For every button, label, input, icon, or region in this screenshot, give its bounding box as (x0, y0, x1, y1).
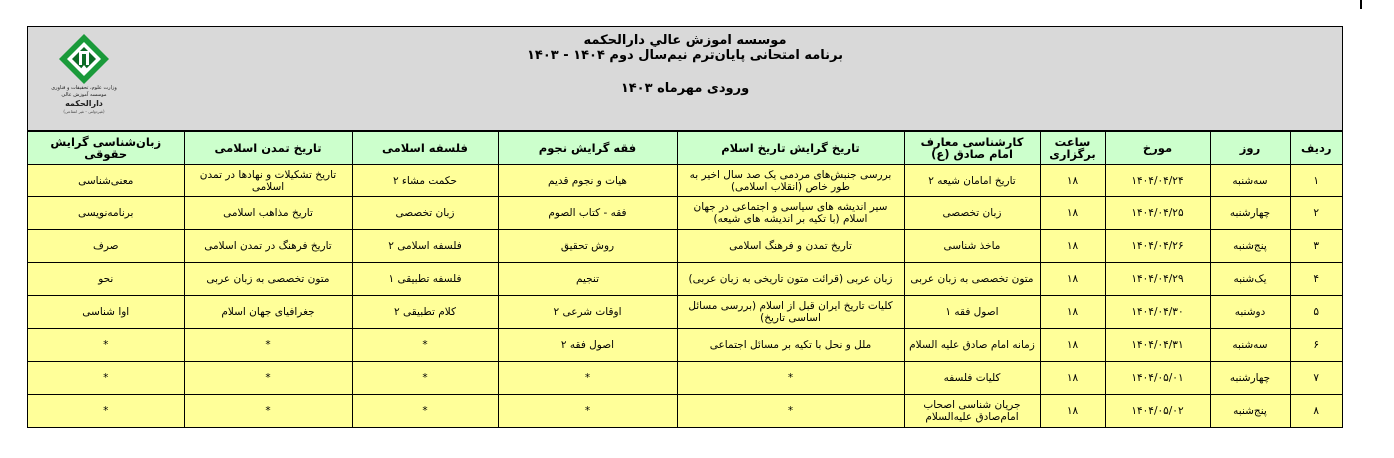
cell-islamic-philosophy: کلام تطبیقی ۲ (352, 296, 498, 329)
cell-row-number: ۸ (1290, 395, 1342, 428)
cell-row-number: ۲ (1290, 197, 1342, 230)
cell-astronomy-jurisprudence: فقه - کتاب الصوم (498, 197, 677, 230)
cell-imam-sadiq-studies: زبان تخصصی (904, 197, 1040, 230)
cell-date: ۱۴۰۴/۰۴/۲۹ (1105, 263, 1210, 296)
column-header-islamic-history: تاریخ گرایش تاریخ اسلام (677, 132, 904, 165)
table-row (28, 165, 1342, 197)
cell-islamic-philosophy: زبان تخصصی (352, 197, 498, 230)
cell-astronomy-jurisprudence: روش تحقیق (498, 230, 677, 263)
cell-islamic-history: کلیات تاریخ ایران قبل از اسلام (بررسی مسائل اساسی تاریخ) (677, 296, 904, 329)
cell-date: ۱۴۰۴/۰۴/۲۶ (1105, 230, 1210, 263)
cell-islamic-history: * (677, 362, 904, 395)
cell-time: ۱۸ (1040, 395, 1105, 428)
cell-islamic-history: زبان عربی (قرائت متون تاریخی به زبان عربی) (677, 263, 904, 296)
cell-imam-sadiq-studies: کلیات فلسفه (904, 362, 1040, 395)
cell-imam-sadiq-studies: جریان شناسی اصحاب امام‌صادق علیه‌السلام (904, 395, 1040, 428)
cell-time: ۱۸ (1040, 329, 1105, 362)
cell-time: ۱۸ (1040, 197, 1105, 230)
cell-day: پنج‌شنبه (1210, 230, 1290, 263)
cell-astronomy-jurisprudence: اصول فقه ۲ (498, 329, 677, 362)
column-header-islamic-civilization: تاریخ تمدن اسلامی (184, 132, 352, 165)
exam-schedule-sheet (27, 26, 1343, 428)
cell-legal-linguistics: * (28, 329, 184, 362)
cell-row-number: ۳ (1290, 230, 1342, 263)
cell-time: ۱۸ (1040, 230, 1105, 263)
cell-date: ۱۴۰۴/۰۴/۳۱ (1105, 329, 1210, 362)
cell-islamic-philosophy: * (352, 362, 498, 395)
cell-day: دوشنبه (1210, 296, 1290, 329)
logo-name-text: دارالحکمه (65, 99, 103, 108)
cell-astronomy-jurisprudence: * (498, 362, 677, 395)
cell-islamic-history: * (677, 395, 904, 428)
cell-legal-linguistics: * (28, 362, 184, 395)
cell-imam-sadiq-studies: ماخذ شناسی (904, 230, 1040, 263)
table-row (28, 329, 1342, 362)
column-header-time: ساعت برگزاری (1040, 132, 1105, 165)
table-row (28, 263, 1342, 296)
cell-imam-sadiq-studies: زمانه امام صادق علیه السلام (904, 329, 1040, 362)
logo-ministry-text: وزارت علوم، تحقیقات و فناوری (51, 85, 117, 91)
cell-date: ۱۴۰۴/۰۵/۰۲ (1105, 395, 1210, 428)
column-header-imam-sadiq-studies: کارشناسی معارف امام صادق (ع) (904, 132, 1040, 165)
table-body (28, 165, 1342, 428)
cell-date: ۱۴۰۴/۰۴/۳۰ (1105, 296, 1210, 329)
institute-logo (44, 33, 124, 115)
column-header-islamic-philosophy: فلسفه اسلامی (352, 132, 498, 165)
cell-islamic-history: سیر اندیشه های سیاسی و اجتماعی در جهان اسلام (با تکیه بر اندیشه های شیعه) (677, 197, 904, 230)
column-header-day: روز (1210, 132, 1290, 165)
cohort-title: ورودی مهرماه ۱۴۰۳ (620, 81, 750, 96)
cell-legal-linguistics: نحو (28, 263, 184, 296)
institute-title: موسسه اموزش عالي دارالحکمه (583, 33, 787, 48)
column-header-legal-linguistics: زبان‌شناسی گرایش حقوقی (28, 132, 184, 165)
header-row (28, 132, 1342, 165)
cell-row-number: ۵ (1290, 296, 1342, 329)
table-row (28, 362, 1342, 395)
table-row (28, 395, 1342, 428)
cell-legal-linguistics: صرف (28, 230, 184, 263)
cell-islamic-history: ملل و نحل با تکیه بر مسائل اجتماعی (677, 329, 904, 362)
column-header-date: مورخ (1105, 132, 1210, 165)
header-titles (28, 33, 1342, 96)
cell-astronomy-jurisprudence: تنجیم (498, 263, 677, 296)
schedule-table (28, 131, 1342, 427)
cell-row-number: ۴ (1290, 263, 1342, 296)
cell-day: چهارشنبه (1210, 197, 1290, 230)
cell-time: ۱۸ (1040, 296, 1105, 329)
cell-islamic-civilization: متون تخصصی به زبان عربی (184, 263, 352, 296)
cell-row-number: ۶ (1290, 329, 1342, 362)
cell-legal-linguistics: اوا شناسی (28, 296, 184, 329)
table-row (28, 230, 1342, 263)
cell-islamic-history: تاریخ تمدن و فرهنگ اسلامی (677, 230, 904, 263)
cell-islamic-philosophy: * (352, 329, 498, 362)
column-header-astronomy-jurisprudence: فقه گرایش نجوم (498, 132, 677, 165)
cell-legal-linguistics: * (28, 395, 184, 428)
cell-islamic-civilization: تاریخ فرهنگ در تمدن اسلامی (184, 230, 352, 263)
program-title: برنامه امتحانی پایان‌ترم نیم‌سال دوم ۱۴۰۴ - ۱۴۰۳ (526, 48, 844, 63)
cell-islamic-civilization: جغرافیای جهان اسلام (184, 296, 352, 329)
cell-islamic-philosophy: فلسفه تطبیقی ۱ (352, 263, 498, 296)
cell-row-number: ۷ (1290, 362, 1342, 395)
cell-day: چهارشنبه (1210, 362, 1290, 395)
cell-islamic-philosophy: * (352, 395, 498, 428)
logo-type-text: (غیردولتی - غیر انتفاعی) (63, 109, 105, 114)
cell-islamic-civilization: تاریخ مذاهب اسلامی (184, 197, 352, 230)
cell-day: سه‌شنبه (1210, 329, 1290, 362)
cell-imam-sadiq-studies: اصول فقه ۱ (904, 296, 1040, 329)
table-header (28, 132, 1342, 165)
cell-islamic-philosophy: حکمت مشاء ۲ (352, 165, 498, 197)
cell-day: پنج‌شنبه (1210, 395, 1290, 428)
cell-islamic-civilization: تاریخ تشکیلات و نهادها در تمدن اسلامی (184, 165, 352, 197)
cell-imam-sadiq-studies: تاریخ امامان شیعه ۲ (904, 165, 1040, 197)
table-row (28, 197, 1342, 230)
table-row (28, 296, 1342, 329)
institute-emblem-icon (58, 33, 110, 85)
cell-time: ۱۸ (1040, 165, 1105, 197)
cell-astronomy-jurisprudence: اوقات شرعی ۲ (498, 296, 677, 329)
cell-astronomy-jurisprudence: هیات و نجوم قدیم (498, 165, 677, 197)
cell-row-number: ۱ (1290, 165, 1342, 197)
cell-legal-linguistics: برنامه‌نویسی (28, 197, 184, 230)
cell-islamic-civilization: * (184, 395, 352, 428)
cell-date: ۱۴۰۴/۰۴/۲۴ (1105, 165, 1210, 197)
cell-date: ۱۴۰۴/۰۵/۰۱ (1105, 362, 1210, 395)
cell-islamic-philosophy: فلسفه اسلامی ۲ (352, 230, 498, 263)
cell-day: یک‌شنبه (1210, 263, 1290, 296)
page-edge-mark (1360, 0, 1362, 9)
cell-astronomy-jurisprudence: * (498, 395, 677, 428)
cell-islamic-civilization: * (184, 362, 352, 395)
cell-islamic-history: بررسی جنبش‌های مردمی یک صد سال اخیر به طور خاص (انقلاب اسلامی) (677, 165, 904, 197)
cell-legal-linguistics: معنی‌شناسی (28, 165, 184, 197)
cell-time: ۱۸ (1040, 362, 1105, 395)
cell-islamic-civilization: * (184, 329, 352, 362)
cell-date: ۱۴۰۴/۰۴/۲۵ (1105, 197, 1210, 230)
schedule-header (28, 27, 1342, 131)
cell-time: ۱۸ (1040, 263, 1105, 296)
cell-imam-sadiq-studies: متون تخصصی به زبان عربی (904, 263, 1040, 296)
column-header-row-number: ردیف (1290, 132, 1342, 165)
cell-day: سه‌شنبه (1210, 165, 1290, 197)
logo-institute-text: موسسه آموزش عالی (61, 92, 107, 98)
